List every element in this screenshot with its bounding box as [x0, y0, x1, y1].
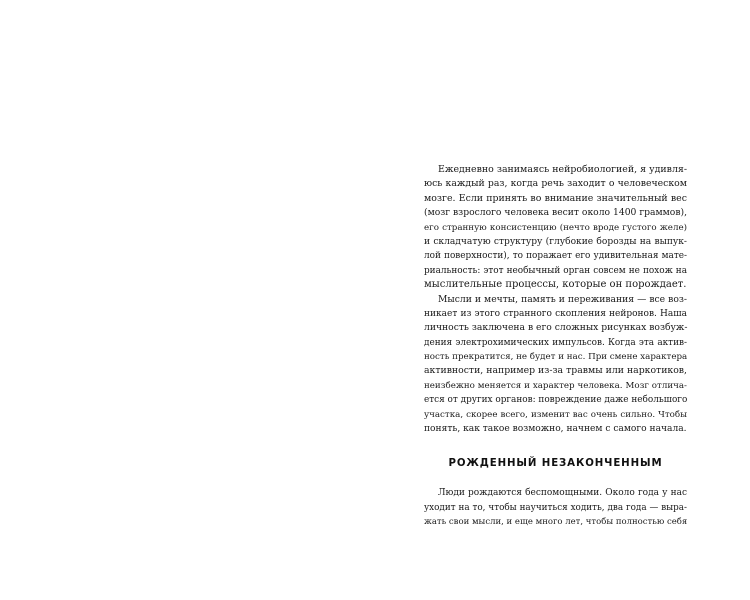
paragraph-3 — [424, 486, 687, 529]
text-line: лой поверхности), то поражает его удивительная мате- — [424, 251, 687, 262]
text-line: уходит на то, чтобы научиться ходить, два года — выра- — [424, 502, 687, 513]
text-line: участка, скорее всего, изменит вас очень сильно. Чтобы — [424, 409, 687, 420]
paragraph-1 — [424, 163, 687, 293]
text-line: ность прекратится, не будет и нас. При смене характера — [424, 352, 688, 363]
text-line: жать свои мысли, и еще много лет, чтобы полностью себя — [424, 517, 688, 528]
text-line: неизбежно меняется и характер человека. Мозг отлича- — [424, 380, 687, 391]
text-line: юсь каждый раз, когда речь заходит о человеческом — [424, 178, 687, 190]
text-line: мыслительные процессы, которые он порождает. — [424, 279, 687, 291]
text-line: его странную консистенцию (нечто вроде густого желе) — [424, 222, 687, 233]
text-line: и складчатую структуру (глубокие борозды на выпук- — [424, 236, 687, 247]
text-line: Ежедневно занимаясь нейробиологией, я удивля- — [438, 164, 687, 175]
text-line: (мозг взрослого человека весит около 1400 граммов), — [424, 207, 687, 219]
text-line: мозге. Если принять во внимание значительный вес — [424, 192, 687, 204]
text-line: личность заключена в его сложных рисунках возбуж- — [424, 322, 688, 334]
text-line: никает из этого странного скопления нейронов. Наша — [424, 308, 687, 319]
text-line: понять, как такое возможно, начнем с самого начала. — [424, 424, 687, 435]
text-line: Мысли и мечты, память и переживания — все воз- — [438, 293, 687, 305]
text-line: дения электрохимических импульсов. Когда эта актив- — [424, 337, 687, 348]
section-heading: РОЖДЕННЫЙ НЕЗАКОНЧЕННЫМ — [448, 458, 663, 470]
text-line: Люди рождаются беспомощными. Около года у нас — [438, 488, 687, 499]
text-line: риальность: этот необычный орган совсем не похож на — [424, 265, 687, 276]
text-line: активности, например из-за травмы или наркотиков, — [424, 365, 687, 377]
text-column — [424, 163, 687, 530]
paragraph-2 — [424, 293, 687, 437]
text-line: ется от других органов: повреждение даже небольшого — [424, 395, 688, 406]
